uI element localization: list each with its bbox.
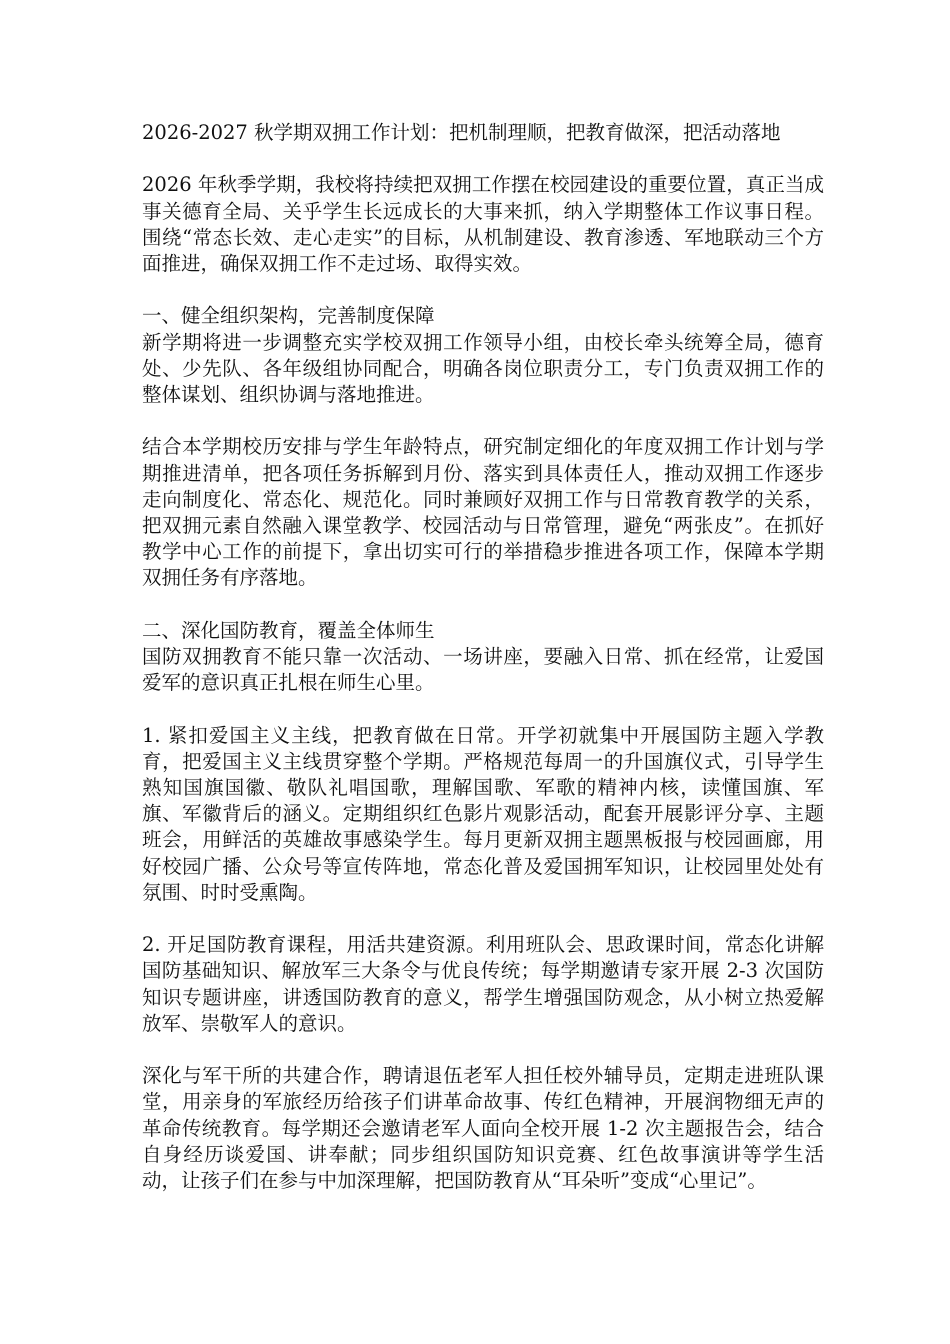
paragraph-gap [142, 277, 824, 303]
paragraph-gap [142, 696, 824, 722]
document-body [142, 120, 824, 1194]
section1-paragraph-2: 结合本学期校历安排与学生年龄特点，研究制定细化的年度双拥工作计划与学期推进清单，把各项任务拆解到月份、落实到具体责任人，推动双拥工作逐步走向制度化、常态化、规范化。同时兼顾好双拥工作与日常教育教学的关系，把双拥元素自然融入课堂教学、校园活动与日常管理，避免“两张皮”。在抓好教学中心工作的前提下，拿出切实可行的举措稳步推进各项工作，保障本学期双拥任务有序落地。 [142, 435, 824, 590]
paragraph-gap [142, 592, 824, 618]
document-title: 2026-2027 秋学期双拥工作计划：把机制理顺，把教育做深，把活动落地 [142, 121, 781, 144]
paragraph-gap [142, 146, 824, 172]
section2-heading: 二、深化国防教育，覆盖全体师生 [142, 618, 435, 642]
paragraph-gap [142, 1037, 824, 1063]
section1-paragraph-1: 新学期将进一步调整充实学校双拥工作领导小组，由校长牵头统筹全局，德育处、少先队、各年级组协同配合，明确各岗位职责分工，专门负责双拥工作的整体谋划、组织协调与落地推进。 [142, 330, 824, 406]
paragraph-gap [142, 906, 824, 932]
intro-paragraph: 2026 年秋季学期，我校将持续把双拥工作摆在校园建设的重要位置，真正当成事关德育全局、关乎学生长远成长的大事来抓，纳入学期整体工作议事日程。围绕“常态长效、走心走实”的目标，从机制建设、教育渗透、军地联动三个方面推进，确保双拥工作不走过场、取得实效。 [142, 173, 824, 275]
paragraph-gap [142, 408, 824, 434]
section1-heading: 一、健全组织架构，完善制度保障 [142, 304, 435, 328]
section2-item-2: 2. 开足国防教育课程，用活共建资源。利用班队会、思政课时间，常态化讲解国防基础知识、解放军三大条令与优良传统；每学期邀请专家开展 2-3 次国防知识专题讲座，讲透国防教育的意义，帮学生增强国防观念，从小树立热爱解放军、崇敬军人的意识。 [142, 933, 824, 1035]
section2-paragraph-2: 深化与军干所的共建合作，聘请退伍老军人担任校外辅导员，定期走进班队课堂，用亲身的军旅经历给孩子们讲革命故事、传红色精神，开展润物细无声的革命传统教育。每学期还会邀请老军人面向全校开展 1-2 次主题报告会，结合自身经历谈爱国、讲奉献；同步组织国防知识竞赛、红色故事演讲等学生活动，让孩子们在参与中加深理解，把国防教育从“耳朵听”变成“心里记”。 [142, 1064, 824, 1193]
section2-paragraph-1: 国防双拥教育不能只靠一次活动、一场讲座，要融入日常、抓在经常，让爱国爱军的意识真正扎根在师生心里。 [142, 645, 824, 695]
section2-item-1: 1. 紧扣爱国主义主线，把教育做在日常。开学初就集中开展国防主题入学教育，把爱国主义主线贯穿整个学期。严格规范每周一的升国旗仪式，引导学生熟知国旗国徽、敬队礼唱国歌，理解国歌、军歌的精神内核，读懂国旗、军旗、军徽背后的涵义。定期组织红色影片观影活动，配套开展影评分享、主题班会，用鲜活的英雄故事感染学生。每月更新双拥主题黑板报与校园画廊，用好校园广播、公众号等宣传阵地，常态化普及爱国拥军知识，让校园里处处有氛围、时时受熏陶。 [142, 723, 824, 904]
